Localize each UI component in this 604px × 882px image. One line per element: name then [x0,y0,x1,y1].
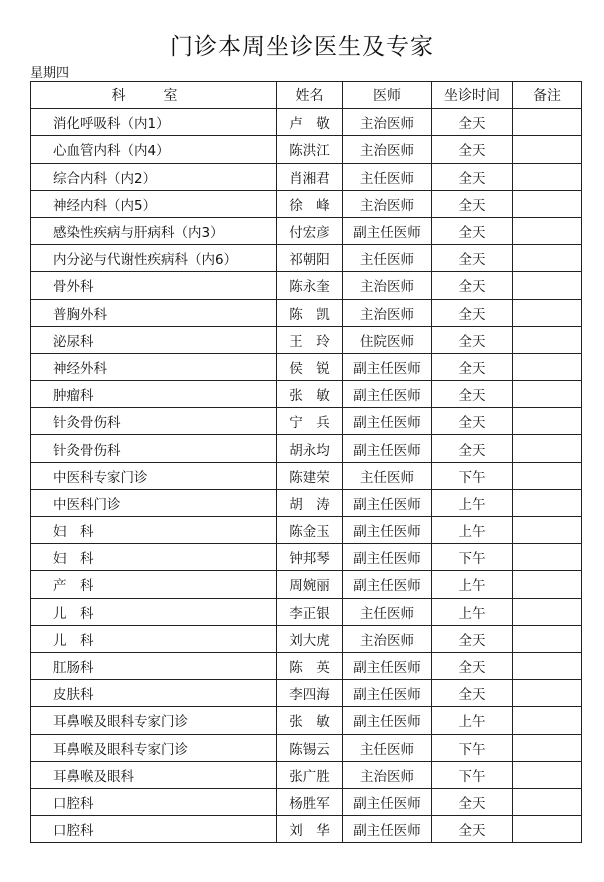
physician-title-cell: 副主任医师 [343,408,432,435]
doctor-name-cell: 张 敏 [277,707,343,734]
physician-title-cell: 副主任医师 [343,544,432,571]
remark-cell [513,299,582,326]
header-name: 姓名 [277,82,343,109]
clinic-time-cell: 全天 [432,816,513,843]
physician-title-cell: 副主任医师 [343,707,432,734]
remark-cell [513,381,582,408]
dept-cell: 产 科 [31,571,277,598]
dept-cell: 中医科专家门诊 [31,462,277,489]
doctor-name-cell: 陈金玉 [277,517,343,544]
physician-title-cell: 主治医师 [343,272,432,299]
remark-cell [513,353,582,380]
remark-cell [513,517,582,544]
clinic-time-cell: 全天 [432,163,513,190]
remark-cell [513,245,582,272]
table-row [31,707,582,734]
clinic-time-cell: 全天 [432,625,513,652]
dept-cell: 妇 科 [31,544,277,571]
dept-cell: 皮肤科 [31,680,277,707]
doctor-name-cell: 陈建荣 [277,462,343,489]
doctor-name-cell: 陈 凯 [277,299,343,326]
doctor-name-cell: 刘大虎 [277,625,343,652]
doctor-name-cell: 杨胜军 [277,788,343,815]
clinic-time-cell: 全天 [432,381,513,408]
page-title: 门诊本周坐诊医生及专家 [170,34,434,60]
physician-title-cell: 副主任医师 [343,435,432,462]
physician-title-cell: 副主任医师 [343,489,432,516]
doctor-name-cell: 祁朝阳 [277,245,343,272]
dept-cell: 口腔科 [31,816,277,843]
remark-cell [513,163,582,190]
doctor-name-cell: 陈永奎 [277,272,343,299]
doctor-name-cell: 张 敏 [277,381,343,408]
table-row [31,163,582,190]
doctor-name-cell: 胡 涛 [277,489,343,516]
remark-cell [513,761,582,788]
dept-cell: 中医科门诊 [31,489,277,516]
dept-cell: 内分泌与代谢性疾病科（内6） [31,245,277,272]
header-physician: 医师 [343,82,432,109]
dept-cell: 儿 科 [31,598,277,625]
physician-title-cell: 副主任医师 [343,381,432,408]
dept-cell: 心血管内科（内4） [31,136,277,163]
remark-cell [513,136,582,163]
physician-title-cell: 主任医师 [343,245,432,272]
doctor-name-cell: 徐 峰 [277,190,343,217]
physician-title-cell: 住院医师 [343,326,432,353]
dept-cell: 肛肠科 [31,652,277,679]
remark-cell [513,652,582,679]
remark-cell [513,816,582,843]
dept-cell: 耳鼻喉及眼科专家门诊 [31,734,277,761]
doctor-name-cell: 李四海 [277,680,343,707]
schedule-table [30,81,582,843]
dept-cell: 综合内科（内2） [31,163,277,190]
physician-title-cell: 主任医师 [343,163,432,190]
clinic-time-cell: 全天 [432,408,513,435]
clinic-time-cell: 全天 [432,299,513,326]
physician-title-cell: 主任医师 [343,598,432,625]
doctor-name-cell: 钟邦琴 [277,544,343,571]
physician-title-cell: 副主任医师 [343,353,432,380]
clinic-time-cell: 全天 [432,136,513,163]
table-row [31,299,582,326]
table-row [31,136,582,163]
physician-title-cell: 主任医师 [343,462,432,489]
doctor-name-cell: 卢 敬 [277,109,343,136]
physician-title-cell: 主治医师 [343,299,432,326]
table-row [31,326,582,353]
dept-cell: 泌尿科 [31,326,277,353]
clinic-time-cell: 全天 [432,435,513,462]
dept-cell: 耳鼻喉及眼科 [31,761,277,788]
header-time: 坐诊时间 [432,82,513,109]
doctor-name-cell: 胡永均 [277,435,343,462]
physician-title-cell: 副主任医师 [343,652,432,679]
doctor-name-cell: 肖湘君 [277,163,343,190]
clinic-time-cell: 下午 [432,761,513,788]
dept-cell: 耳鼻喉及眼科专家门诊 [31,707,277,734]
clinic-time-cell: 上午 [432,707,513,734]
physician-title-cell: 副主任医师 [343,788,432,815]
doctor-name-cell: 侯 锐 [277,353,343,380]
table-row [31,217,582,244]
physician-title-cell: 副主任医师 [343,517,432,544]
clinic-time-cell: 上午 [432,571,513,598]
table-row [31,462,582,489]
remark-cell [513,680,582,707]
remark-cell [513,435,582,462]
doctor-name-cell: 陈 英 [277,652,343,679]
doctor-name-cell: 李正银 [277,598,343,625]
physician-title-cell: 副主任医师 [343,680,432,707]
table-row [31,190,582,217]
clinic-time-cell: 全天 [432,272,513,299]
remark-cell [513,489,582,516]
clinic-time-cell: 下午 [432,544,513,571]
remark-cell [513,408,582,435]
clinic-time-cell: 全天 [432,217,513,244]
dept-cell: 消化呼吸科（内1） [31,109,277,136]
table-row [31,571,582,598]
table-row [31,109,582,136]
remark-cell [513,571,582,598]
remark-cell [513,109,582,136]
physician-title-cell: 主治医师 [343,109,432,136]
table-row [31,680,582,707]
clinic-time-cell: 全天 [432,788,513,815]
remark-cell [513,625,582,652]
doctor-name-cell: 付宏彦 [277,217,343,244]
remark-cell [513,788,582,815]
dept-cell: 骨外科 [31,272,277,299]
table-row [31,381,582,408]
dept-cell: 针灸骨伤科 [31,408,277,435]
physician-title-cell: 主治医师 [343,625,432,652]
dept-cell: 针灸骨伤科 [31,435,277,462]
table-row [31,816,582,843]
table-row [31,489,582,516]
physician-title-cell: 主治医师 [343,136,432,163]
remark-cell [513,217,582,244]
remark-cell [513,272,582,299]
remark-cell [513,462,582,489]
dept-cell: 感染性疾病与肝病科（内3） [31,217,277,244]
doctor-name-cell: 陈锡云 [277,734,343,761]
physician-title-cell: 主治医师 [343,761,432,788]
clinic-time-cell: 上午 [432,489,513,516]
table-row [31,544,582,571]
dept-cell: 儿 科 [31,625,277,652]
physician-title-cell: 副主任医师 [343,816,432,843]
table-header-row [31,82,582,109]
clinic-time-cell: 全天 [432,190,513,217]
weekday-label: 星期四 [30,66,70,81]
doctor-name-cell: 张广胜 [277,761,343,788]
dept-cell: 肿瘤科 [31,381,277,408]
clinic-time-cell: 全天 [432,326,513,353]
doctor-name-cell: 刘 华 [277,816,343,843]
clinic-time-cell: 上午 [432,598,513,625]
table-row [31,272,582,299]
physician-title-cell: 主任医师 [343,734,432,761]
doctor-name-cell: 陈洪江 [277,136,343,163]
dept-cell: 普胸外科 [31,299,277,326]
clinic-time-cell: 全天 [432,680,513,707]
clinic-time-cell: 上午 [432,517,513,544]
table-row [31,598,582,625]
remark-cell [513,707,582,734]
clinic-time-cell: 全天 [432,353,513,380]
clinic-time-cell: 下午 [432,462,513,489]
dept-cell: 神经外科 [31,353,277,380]
remark-cell [513,544,582,571]
remark-cell [513,190,582,217]
table-row [31,652,582,679]
physician-title-cell: 副主任医师 [343,571,432,598]
clinic-time-cell: 全天 [432,652,513,679]
dept-cell: 妇 科 [31,517,277,544]
doctor-name-cell: 周婉丽 [277,571,343,598]
header-remark: 备注 [513,82,582,109]
doctor-name-cell: 宁 兵 [277,408,343,435]
table-row [31,353,582,380]
table-row [31,734,582,761]
clinic-time-cell: 下午 [432,734,513,761]
remark-cell [513,734,582,761]
clinic-time-cell: 全天 [432,245,513,272]
table-row [31,517,582,544]
remark-cell [513,598,582,625]
header-department: 科室 [31,82,277,109]
physician-title-cell: 主治医师 [343,190,432,217]
table-row [31,245,582,272]
remark-cell [513,326,582,353]
table-row [31,408,582,435]
dept-cell: 口腔科 [31,788,277,815]
table-row [31,435,582,462]
clinic-time-cell: 全天 [432,109,513,136]
dept-cell: 神经内科（内5） [31,190,277,217]
table-row [31,761,582,788]
table-row [31,788,582,815]
doctor-name-cell: 王 玲 [277,326,343,353]
physician-title-cell: 副主任医师 [343,217,432,244]
table-row [31,625,582,652]
